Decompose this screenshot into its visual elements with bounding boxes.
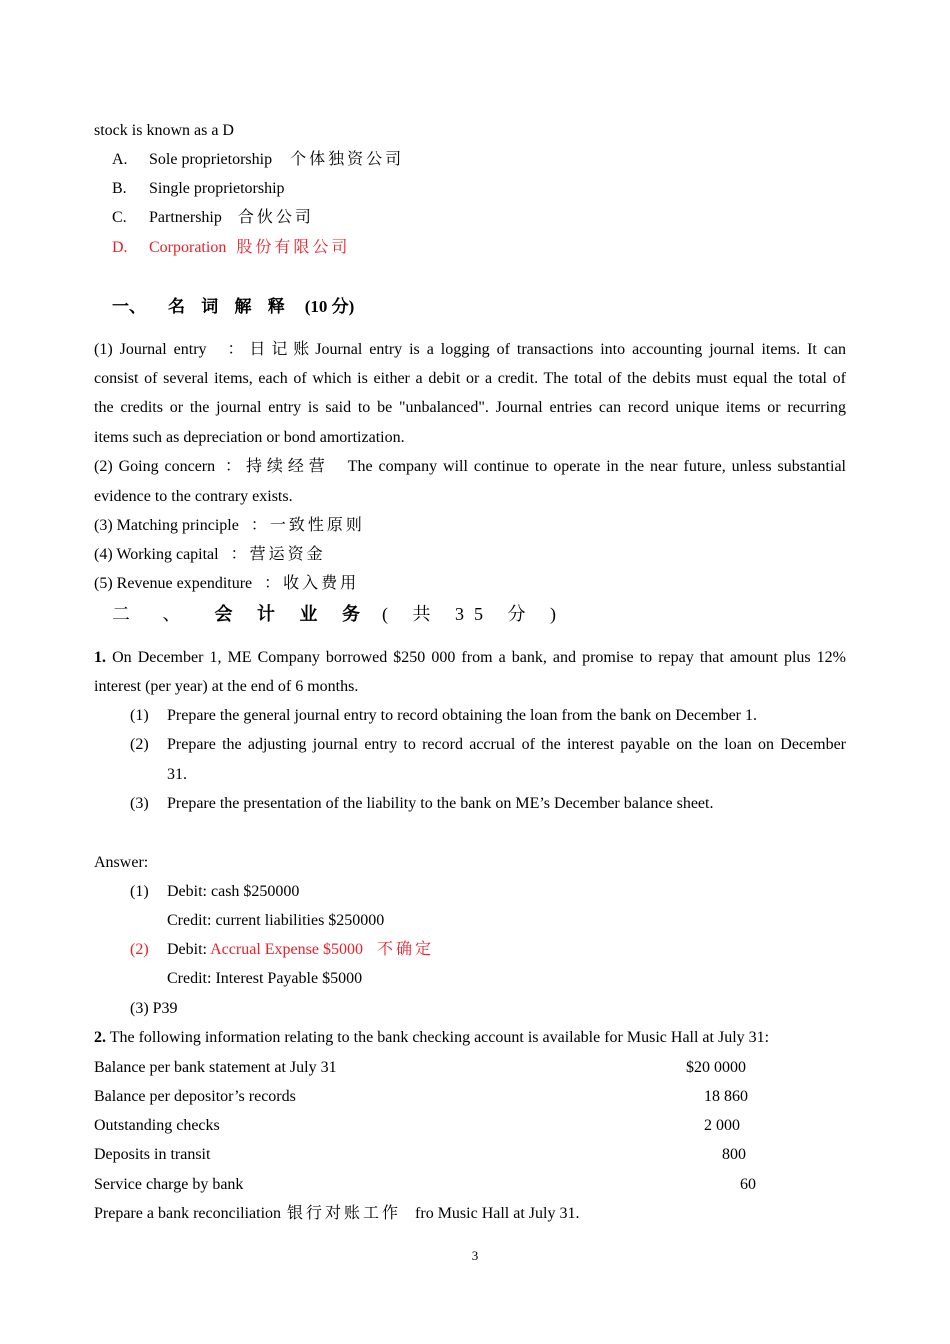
option-d-letter: D.: [112, 239, 128, 256]
term5: (5) Revenue expenditure ：收入费用: [94, 575, 360, 592]
q1-item2-cont: 31.: [167, 766, 187, 783]
q2-row-value: 60: [740, 1176, 756, 1193]
answer2-credit: Credit: Interest Payable $5000: [167, 970, 363, 987]
term3: (3) Matching principle ：一致性原则: [94, 517, 365, 534]
term1-line3: the credits or the journal entry is said to be "unbalanced". Journal entries can record unique items or recurring: [94, 399, 846, 416]
answer-label: Answer:: [94, 854, 149, 871]
option-a-text: Sole proprietorship 个体独资公司: [149, 151, 405, 168]
option-c-text: Partnership 合伙公司: [149, 209, 314, 226]
term1-line2: consist of several items, each of which is either a debit or a credit. The total of the debits must equal the total of: [94, 370, 846, 387]
q2-row-label: Balance per bank statement at July 31: [94, 1059, 337, 1076]
page-number: 3: [471, 1248, 479, 1263]
section2-heading: 二 、 会 计 业 务 ( 共 35 分 ): [112, 604, 566, 624]
q2-row-value: $20 0000: [686, 1059, 746, 1076]
option-c-letter: C.: [112, 209, 127, 226]
term1-line1: (1) Journal entry ：日记账Journal entry is a logging of transactions into accounting journal items. It can: [94, 341, 846, 358]
q2-row-label: Outstanding checks: [94, 1117, 220, 1134]
term2-line1: (2) Going concern ：持续经营 The company will continue to operate in the near future, unless substantial: [94, 458, 846, 475]
q2-row-label: Balance per depositor’s records: [94, 1088, 296, 1105]
option-d-text: Corporation 股份有限公司: [149, 239, 351, 256]
answer1-credit: Credit: current liabilities $250000: [167, 912, 385, 929]
answer3: (3) P39: [130, 1000, 178, 1017]
q2-row-value: 800: [722, 1146, 746, 1163]
q1-item1-num: (1): [130, 707, 149, 724]
q1-item3-num: (3): [130, 795, 149, 812]
q1-item3-text: Prepare the presentation of the liability to the bank on ME’s December balance sheet.: [167, 795, 714, 812]
term4: (4) Working capital ：营运资金: [94, 546, 326, 563]
q2-row-label: Service charge by bank: [94, 1176, 244, 1193]
answer1-debit: Debit: cash $250000: [167, 883, 300, 900]
answer2-debit: Debit: Accrual Expense $5000 不确定: [167, 941, 434, 958]
option-b-text: Single proprietorship: [149, 180, 285, 197]
q1-item1-text: Prepare the general journal entry to record obtaining the loan from the bank on December 1.: [167, 707, 757, 724]
q2-row-label: Deposits in transit: [94, 1146, 211, 1163]
question-tail: stock is known as a D: [94, 122, 234, 139]
answer1-num: (1): [130, 883, 149, 900]
q1-item2-text: Prepare the adjusting journal entry to record accrual of the interest payable on the loan on December: [167, 736, 846, 753]
answer2-num: (2): [130, 941, 149, 958]
option-b-letter: B.: [112, 180, 127, 197]
section1-heading: 一、 名 词 解 释 (10 分): [112, 297, 355, 316]
q2-row-value: 2 000: [704, 1117, 740, 1134]
term2-line2: evidence to the contrary exists.: [94, 488, 293, 505]
q1-item2-num: (2): [130, 736, 149, 753]
term1-line4: items such as depreciation or bond amortization.: [94, 429, 405, 446]
q1-line1: 1. On December 1, ME Company borrowed $250 000 from a bank, and promise to repay that amount plus 12%: [94, 649, 847, 666]
q2-intro: 2. The following information relating to the bank checking account is available for Music Hall at July 31:: [94, 1029, 770, 1046]
q1-line2: interest (per year) at the end of 6 months.: [94, 678, 359, 695]
q2-row-value: 18 860: [704, 1088, 748, 1105]
option-a-letter: A.: [112, 151, 128, 168]
q2-task: Prepare a bank reconciliation 银行对账工作 fro Music Hall at July 31.: [94, 1205, 580, 1222]
